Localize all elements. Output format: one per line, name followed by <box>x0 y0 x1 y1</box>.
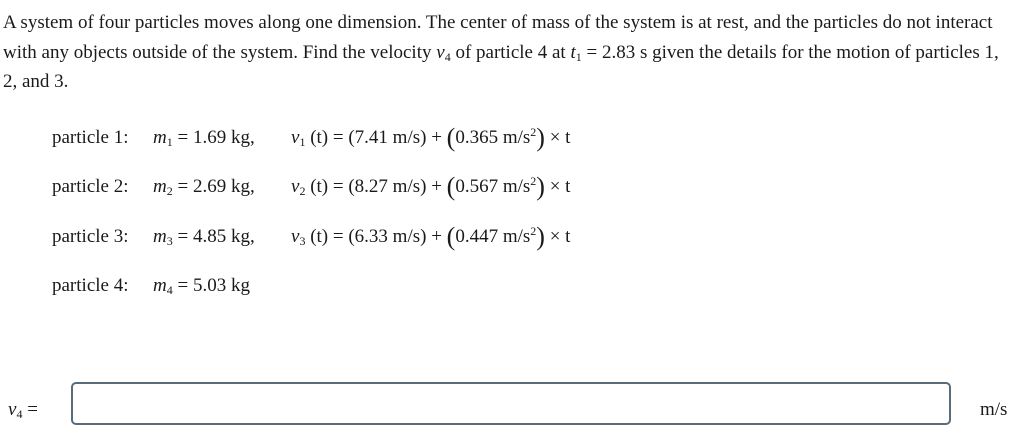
particle-mass <box>153 170 291 204</box>
answer-unit: m/s <box>980 399 1008 420</box>
velocity-symbol: v <box>436 41 445 63</box>
particle-velocity <box>291 220 570 254</box>
answer-label <box>8 398 38 422</box>
right-paren: ) <box>536 172 545 202</box>
mass-symbol: m <box>153 225 167 247</box>
problem-statement <box>3 8 1008 97</box>
time-symbol: t <box>570 41 576 63</box>
particle-row <box>52 113 570 163</box>
velocity-constant: (t) = (8.27 m/s) + <box>305 176 447 198</box>
particle-label: particle 4: <box>52 275 129 297</box>
squared-exponent: 2 <box>530 174 537 189</box>
velocity-subscript: 3 <box>299 233 306 248</box>
mass-value: = 5.03 kg <box>172 275 250 297</box>
right-paren: ) <box>536 122 545 152</box>
velocity-subscript: 1 <box>299 134 306 149</box>
acceleration-value: 0.567 m/s <box>455 176 531 198</box>
squared-exponent: 2 <box>530 223 537 238</box>
problem-text-part1: A system of four particles moves along one dimension. The center of mass of the system is at rest, and the particles do not interact with any objects outside of the system. Find the velocity <box>3 12 993 63</box>
problem-text-part3: = 2.83 s given the details for the motion of particles 1, 2, and 3. <box>3 41 999 92</box>
velocity-constant: (t) = (7.41 m/s) + <box>305 126 447 148</box>
mass-subscript: 1 <box>166 134 173 149</box>
mass-symbol: m <box>153 176 167 198</box>
mass-value: = 4.85 kg, <box>172 225 255 247</box>
particle-row <box>52 163 570 213</box>
right-paren: ) <box>536 221 545 251</box>
particle-mass <box>153 121 291 155</box>
mass-symbol: m <box>153 275 167 297</box>
velocity-subscript: 4 <box>444 49 451 64</box>
answer-equals: = <box>22 399 38 420</box>
velocity-symbol: v <box>291 126 300 148</box>
mass-subscript: 2 <box>166 184 173 199</box>
problem-text-part2: of particle 4 at <box>450 41 571 63</box>
time-subscript: 1 <box>575 49 582 64</box>
particle-label: particle 2: <box>52 176 129 198</box>
times-t: × t <box>544 176 571 198</box>
answer-velocity-subscript: 4 <box>16 407 23 421</box>
velocity-symbol: v <box>291 176 300 198</box>
left-paren: ( <box>446 172 456 202</box>
times-t: × t <box>544 126 571 148</box>
acceleration-value: 0.365 m/s <box>455 126 531 148</box>
velocity-symbol: v <box>291 225 300 247</box>
particle-row <box>52 212 570 262</box>
particle-mass <box>153 220 291 254</box>
particle-row <box>52 262 570 312</box>
particle-velocity <box>291 170 570 204</box>
mass-symbol: m <box>153 126 167 148</box>
left-paren: ( <box>446 122 456 152</box>
particle-mass <box>153 269 291 303</box>
times-t: × t <box>544 225 571 247</box>
mass-value: = 1.69 kg, <box>172 126 255 148</box>
left-paren: ( <box>446 221 456 251</box>
answer-input[interactable] <box>71 382 951 425</box>
mass-value: = 2.69 kg, <box>172 176 255 198</box>
mass-subscript: 3 <box>166 233 173 248</box>
velocity-constant: (t) = (6.33 m/s) + <box>305 225 447 247</box>
particle-velocity <box>291 121 570 155</box>
answer-velocity-symbol: v <box>8 399 17 420</box>
particle-label: particle 1: <box>52 126 129 148</box>
squared-exponent: 2 <box>530 124 537 139</box>
velocity-subscript: 2 <box>299 184 306 199</box>
mass-subscript: 4 <box>166 283 173 298</box>
acceleration-value: 0.447 m/s <box>455 225 531 247</box>
particle-list <box>52 113 570 311</box>
particle-label: particle 3: <box>52 225 129 247</box>
